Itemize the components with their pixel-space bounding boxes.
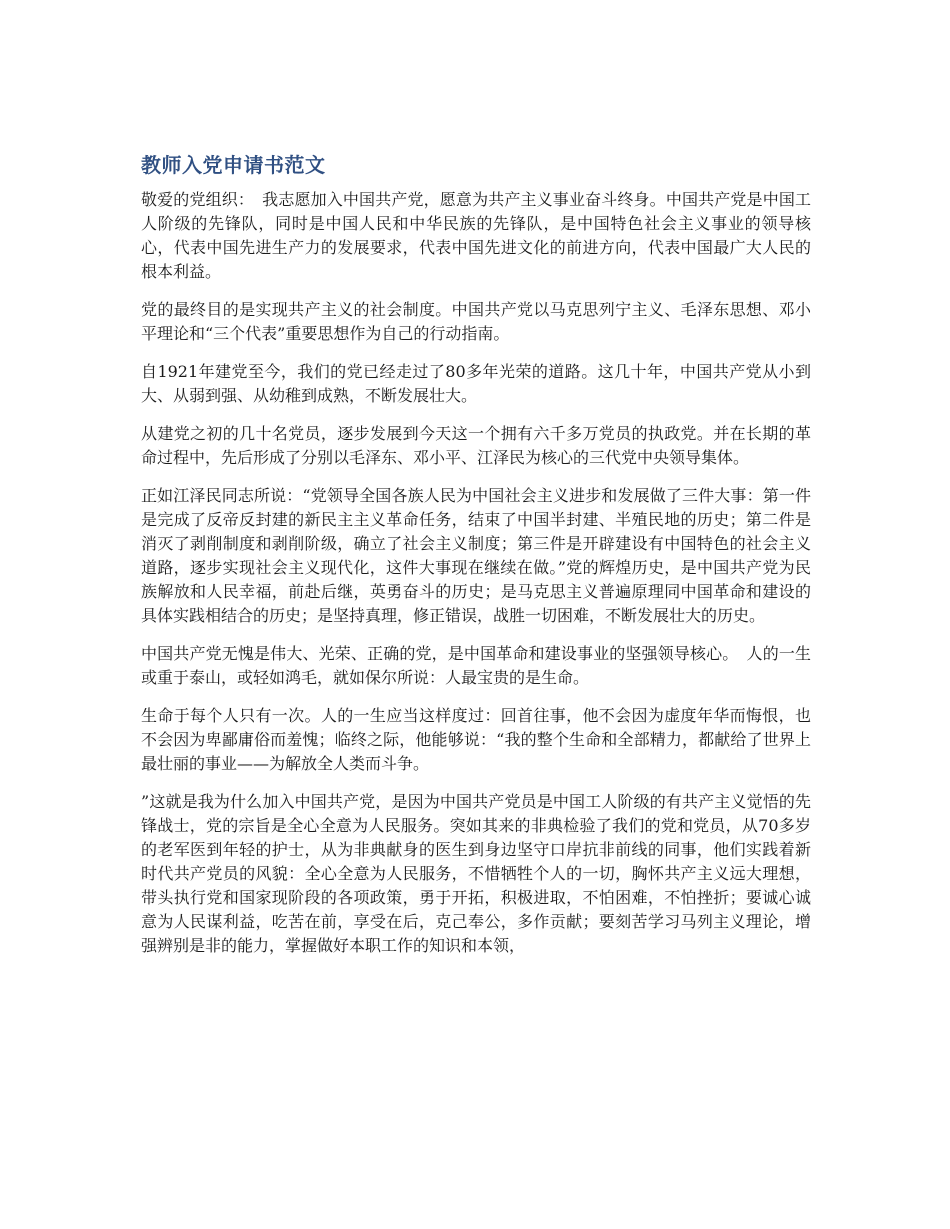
paragraph-2: 党的最终目的是实现共产主义的社会制度。中国共产党以马克思列宁主义、毛泽东思想、邓小平理论和“三个代表”重要思想作为自己的行动指南。 (141, 300, 811, 343)
paragraph-5: 正如江泽民同志所说：“党领导全国各族人民为中国社会主义进步和发展做了三件大事：第一件是完成了反帝反封建的新民主主义革命任务，结束了中国半封建、半殖民地的历史；第二件是消灭了剥削制度和剥削阶级，确立了社会主义制度；第三件是开辟建设有中国特色的社会主义道路，逐步实现社会主义现代化，这件大事现在继续在做。”党的辉煌历史，是中国共产党为民族解放和人民幸福，前赴后继，英勇奋斗的历史；是马克思主义普遍原理同中国革命和建设的具体实践相结合的历史；是坚持真理，修正错误，战胜一切困难，不断发展壮大的历史。 (141, 486, 811, 625)
document-page (141, 150, 811, 972)
paragraph-8: ”这就是我为什么加入中国共产党，是因为中国共产党员是中国工人阶级的有共产主义觉悟的先锋战士，党的宗旨是全心全意为人民服务。突如其来的非典检验了我们的党和党员，从70多岁的老军医到年轻的护士，从为非典献身的医生到身边坚守口岸抗非前线的同事，他们实践着新时代共产党员的风貌：全心全意为人民服务，不惜牺牲个人的一切，胸怀共产主义远大理想，带头执行党和国家现阶段的各项政策，勇于开拓，积极进取，不怕困难，不怕挫折；要诚心诚意为人民谋利益，吃苦在前，享受在后，克己奉公，多作贡献；要刻苦学习马列主义理论，增强辨别是非的能力，掌握做好本职工作的知识和本领， (141, 792, 811, 955)
paragraph-1: 敬爱的党组织： 我志愿加入中国共产党，愿意为共产主义事业奋斗终身。中国共产党是中国工人阶级的先锋队，同时是中国人民和中华民族的先锋队，是中国特色社会主义事业的领导核心，代表中国先进生产力的发展要求，代表中国先进文化的前进方向，代表中国最广大人民的根本利益。 (141, 190, 811, 281)
paragraph-4: 从建党之初的几十名党员，逐步发展到今天这一个拥有六千多万党员的执政党。并在长期的革命过程中，先后形成了分别以毛泽东、邓小平、江泽民为核心的三代党中央领导集体。 (141, 424, 811, 467)
paragraph-6: 中国共产党无愧是伟大、光荣、正确的党，是中国革命和建设事业的坚强领导核心。 人的一生或重于泰山，或轻如鸿毛，就如保尔所说：人最宝贵的是生命。 (141, 644, 811, 687)
paragraph-7: 生命于每个人只有一次。人的一生应当这样度过：回首往事，他不会因为虚度年华而悔恨，也不会因为卑鄙庸俗而羞愧；临终之际，他能够说：“我的整个生命和全部精力，都献给了世界上最壮丽的事业——为解放全人类而斗争。 (141, 706, 811, 773)
paragraph-3: 自1921年建党至今，我们的党已经走过了80多年光荣的道路。这几十年，中国共产党从小到大、从弱到强、从幼稚到成熟，不断发展壮大。 (141, 362, 811, 405)
document-title: 教师入党申请书范文 (141, 153, 326, 177)
